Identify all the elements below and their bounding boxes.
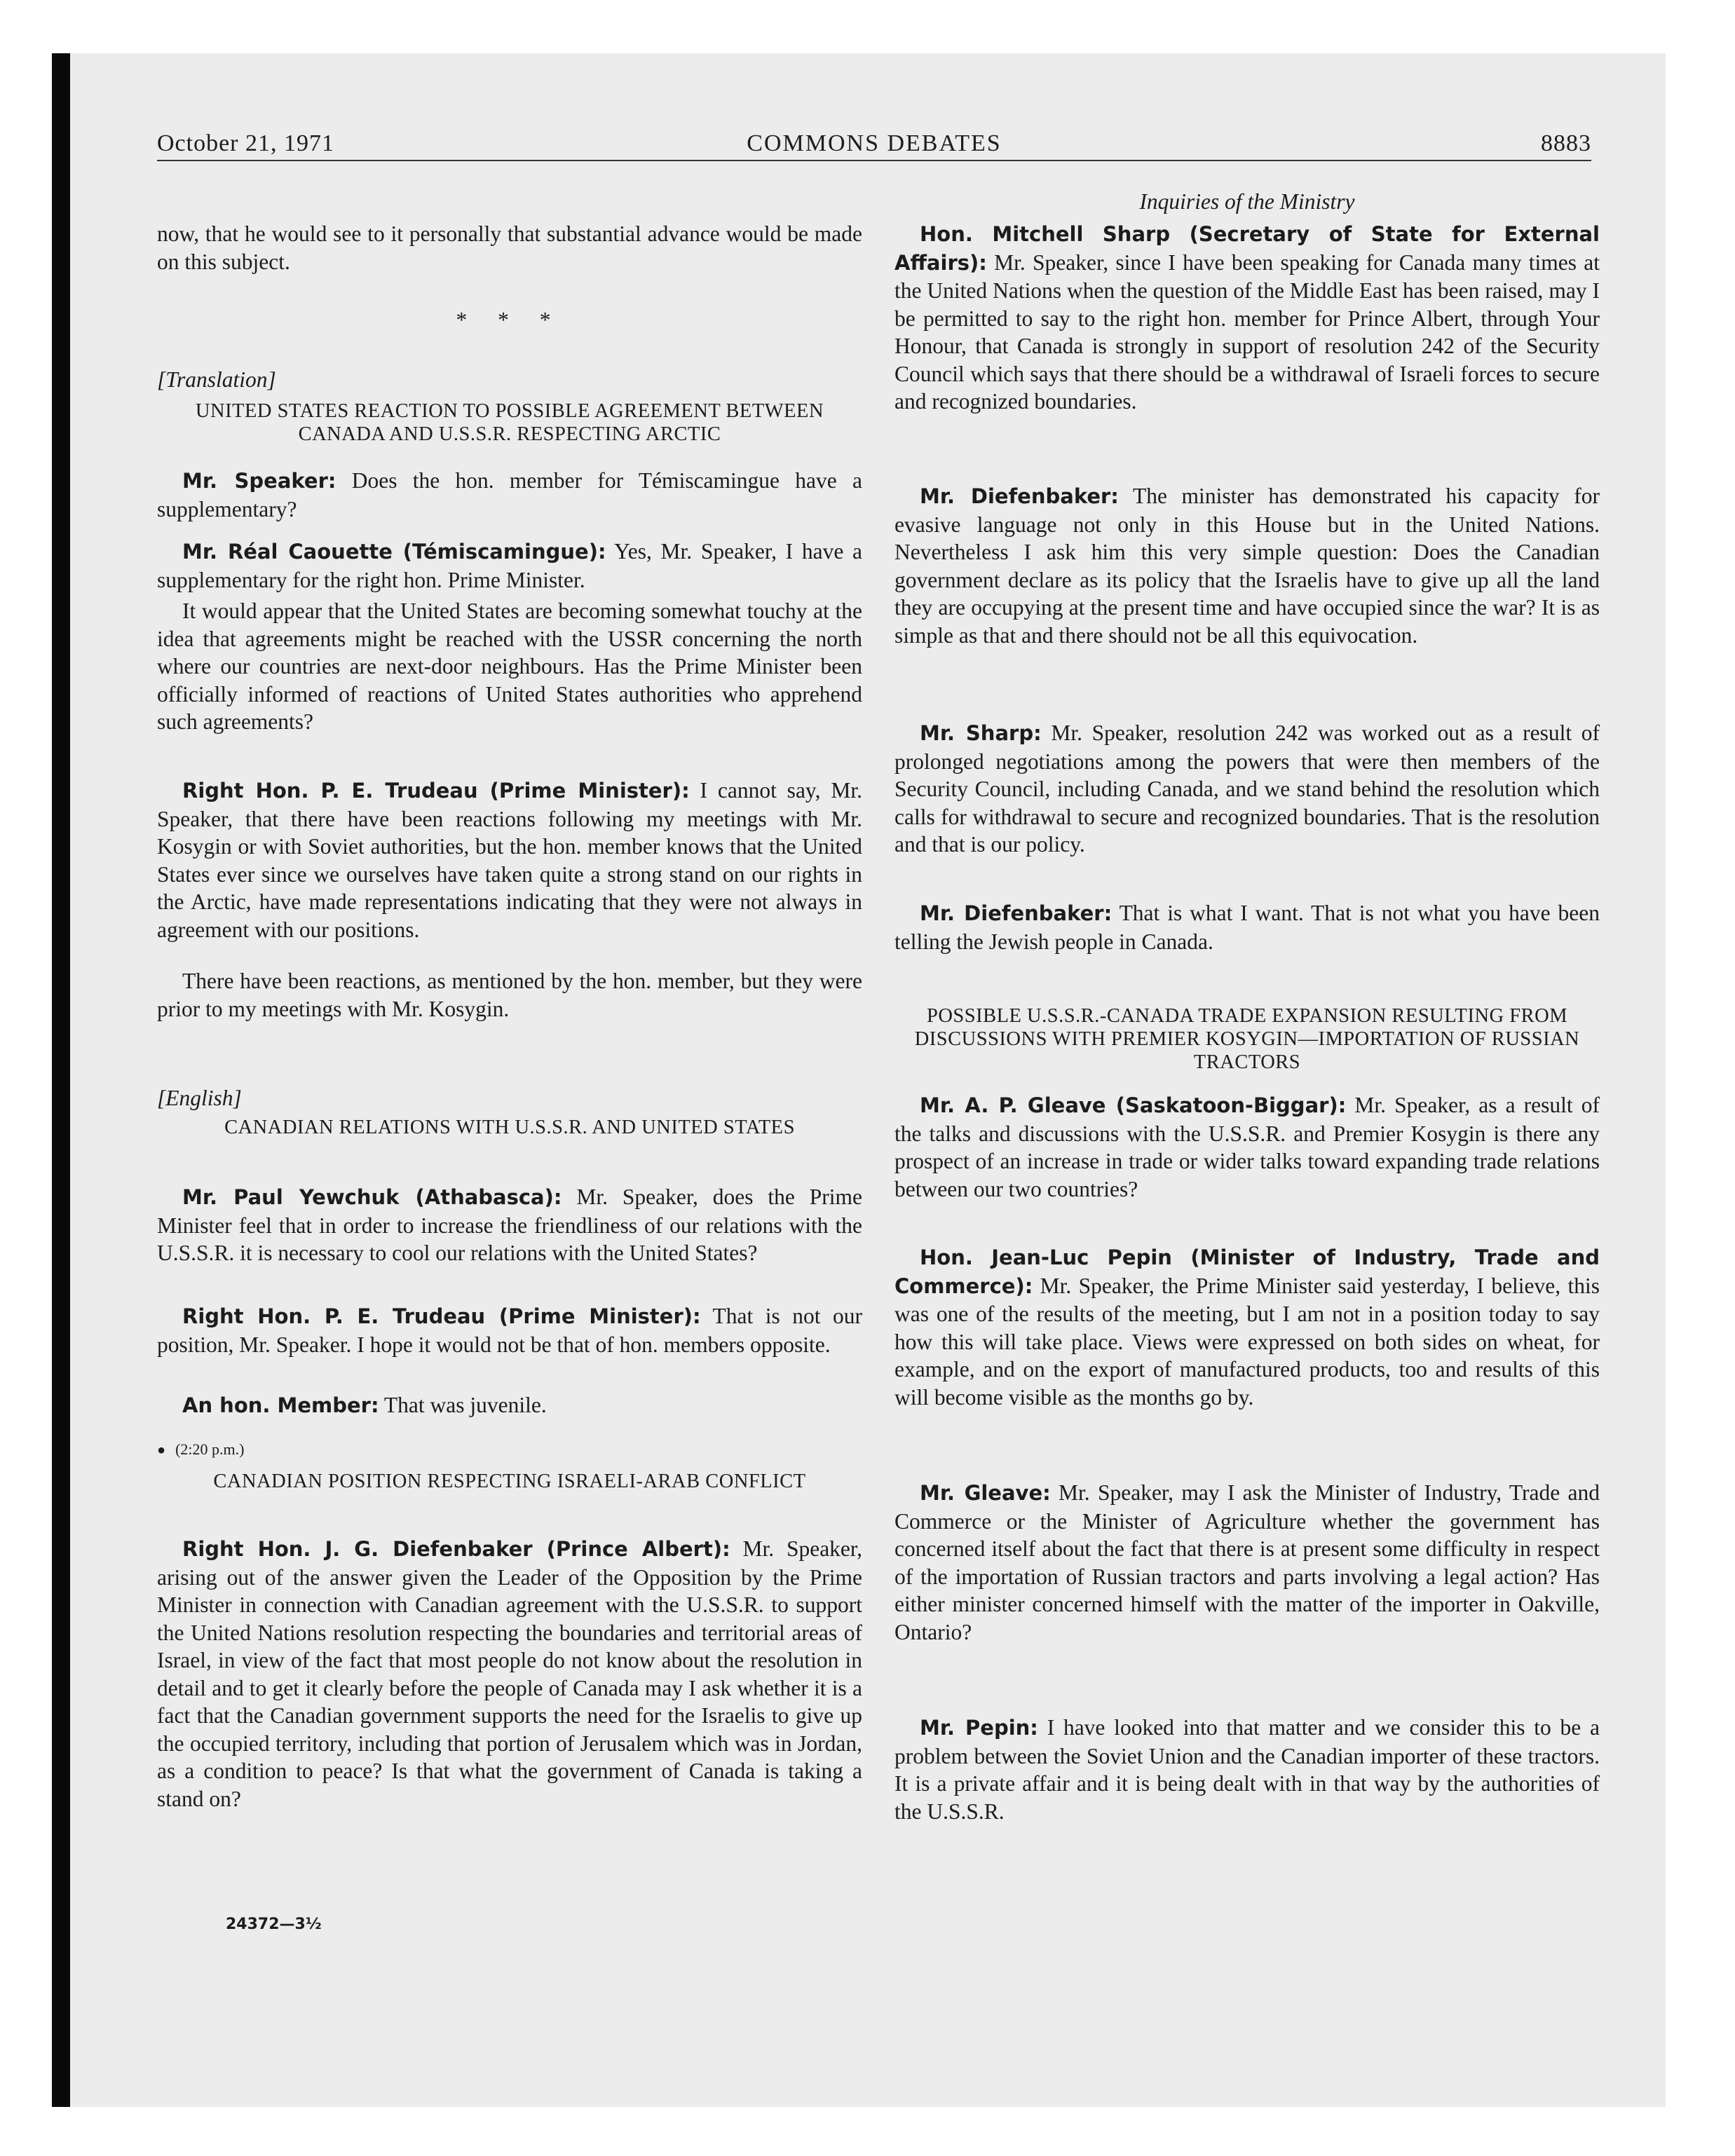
speech: [157, 467, 862, 523]
speech-text: Mr. Speaker, may I ask the Minister of Industry, Trade and Commerce or the Minister of Agriculture whether the government has concerned itself about the fact that there is at present some difficulty in respect of the importation of Russian tractors and parts involving a legal action? Has either minister concerned himself with the matter of the importer in Oakville, Ontario?: [894, 1480, 1600, 1644]
section-heading: UNITED STATES REACTION TO POSSIBLE AGREEMENT BETWEEN CANADA AND U.S.S.R. RESPECTING ARCTIC: [195, 400, 824, 445]
speaker-name: Mr. Réal Caouette (Témiscamingue):: [182, 540, 606, 564]
footnote-code: 24372—3½: [226, 1916, 322, 1933]
speech: [157, 777, 862, 943]
page-subheading: Inquiries of the Ministry: [1139, 189, 1355, 214]
speaker-name: Right Hon. J. G. Diefenbaker (Prince Albert):: [182, 1537, 730, 1561]
speech: [157, 538, 862, 594]
speaker-name: Right Hon. P. E. Trudeau (Prime Minister):: [182, 1304, 701, 1328]
speech-text: Mr. Speaker, does the Prime Minister feel that in order to increase the friendliness of our relations with the U.S.S.R. it is necessary to cool our relations with the United States?: [157, 1185, 862, 1265]
speaker-name: Mr. Diefenbaker:: [920, 484, 1119, 508]
scan-edge: [52, 53, 70, 2107]
speech-text: Mr. Speaker, since I have been speaking for Canada many times at the United Nations when the question of the Middle East has been raised, may I be permitted to say to the right hon. member for Prince Albert, through Your Honour, that Canada is strongly in support of resolution 242 of the Security Council which says that there should be a withdrawal of Israeli forces to secure and recognized boundaries.: [894, 250, 1600, 414]
speech: [894, 220, 1600, 416]
speech-text: Mr. Speaker, arising out of the answer given the Leader of the Opposition by the Prime Minister in connection with Canadian agreement with the U.S.S.R. to support the United Nations resolution respecting the boundaries and territorial areas of Israel, in view of the fact that most people do not know about the resolution in detail and to get it clearly before the people of Canada may I ask whether it is a fact that the Canadian government supports the need for the Israelis to give up the occupied territory, including that portion of Jerusalem which was in Jordan, as a condition to peace? Is that what the government of Canada is taking a stand on?: [157, 1536, 863, 1811]
speaker-name: Mr. Speaker:: [182, 469, 336, 493]
speaker-name: Hon. Mitchell Sharp (Secretary of State for External Affairs):: [894, 222, 1600, 275]
page-header: [157, 132, 1591, 161]
speaker-name: Mr. A. P. Gleave (Saskatoon-Biggar):: [920, 1093, 1347, 1117]
speech: [894, 899, 1600, 955]
bullet-icon: ●: [157, 1442, 166, 1458]
speech: [157, 1535, 862, 1813]
speech-text: Mr. Speaker, the Prime Minister said yesterday, I believe, this was one of the results of the meeting, but I am not in a position today to say how this will take place. Views were expressed on both sides on wheat, for example, and on the export of manufactured products, too and results of this will become visible as the months go by.: [894, 1273, 1600, 1410]
speech: [894, 1479, 1600, 1646]
speech-text: Mr. Speaker, resolution 242 was worked out as a result of prolonged negotiations among the powers that were then members of the Security Council, including Canada, and we stand behind the resolution which calls for withdrawal to secure and recognized boundaries. That is the resolution and that is our policy.: [894, 721, 1600, 857]
speech-text: That is what I want. That is not what you have been telling the Jewish people in Canada.: [894, 901, 1600, 954]
language-marker: [Translation]: [157, 367, 276, 392]
speech: [894, 1243, 1600, 1411]
speaker-name: Mr. Sharp:: [920, 721, 1042, 745]
speech-text: That was juvenile.: [383, 1393, 547, 1417]
header-page-number: 8883: [1541, 130, 1591, 156]
header-date: October 21, 1971: [157, 130, 335, 156]
speaker-name: Hon. Jean-Luc Pepin (Minister of Industry, Trade and Commerce):: [894, 1246, 1600, 1298]
speech-text: I have looked into that matter and we consider this to be a problem between the Soviet Union and the Canadian importer of these tractors. It is a private affair and it is being dealt with in that way by the authorities of the U.S.S.R.: [894, 1715, 1600, 1824]
speech: [894, 1714, 1600, 1825]
speech: [157, 1391, 862, 1420]
speech: [894, 482, 1600, 649]
language-marker: [English]: [157, 1086, 242, 1110]
speaker-name: Mr. Paul Yewchuk (Athabasca):: [182, 1185, 562, 1209]
speaker-name: An hon. Member:: [182, 1393, 379, 1417]
speech: [894, 1091, 1600, 1203]
speech-text: That is not our position, Mr. Speaker. I hope it would not be that of hon. members opposite.: [157, 1304, 862, 1357]
section-heading: CANADIAN POSITION RESPECTING ISRAELI-ARAB CONFLICT: [213, 1471, 806, 1492]
speech-text: Mr. Speaker, as a result of the talks and discussions with the U.S.S.R. and Premier Kosygin is there any prospect of an increase in trade or wider talks toward expanding trade relations between our two countries?: [894, 1093, 1600, 1201]
time-marker: [157, 1433, 862, 1465]
header-title: COMMONS DEBATES: [747, 130, 1002, 156]
speaker-name: Mr. Pepin:: [920, 1716, 1038, 1740]
paragraph: now, that he would see to it personally that substantial advance would be made on this subject.: [157, 221, 862, 274]
paragraph: It would appear that the United States are becoming somewhat touchy at the idea that agreements might be reached with the USSR concerning the north where our countries are next-door neighbours. Has the Prime Minister been officially informed of reactions of United States authorities who apprehend such agreements?: [157, 599, 862, 734]
speech-text: Does the hon. member for Témiscamingue have a supplementary?: [157, 468, 863, 521]
speech: [157, 1302, 862, 1358]
speech: [157, 1183, 862, 1267]
section-divider: * * *: [456, 308, 564, 332]
timestamp: (2:20 p.m.): [175, 1440, 245, 1458]
speech: [894, 719, 1600, 859]
section-heading: CANADIAN RELATIONS WITH U.S.S.R. AND UNITED STATES: [224, 1117, 795, 1138]
speaker-name: Mr. Diefenbaker:: [920, 901, 1113, 925]
speaker-name: Right Hon. P. E. Trudeau (Prime Minister):: [182, 779, 690, 803]
speech-text: Yes, Mr. Speaker, I have a supplementary for the right hon. Prime Minister.: [157, 539, 862, 592]
section-heading: POSSIBLE U.S.S.R.-CANADA TRADE EXPANSION RESULTING FROM DISCUSSIONS WITH PREMIER KOSYGIN—IMPORTATION OF RUSSIAN TRACTORS: [914, 1005, 1580, 1073]
paragraph: There have been reactions, as mentioned by the hon. member, but they were prior to my meetings with Mr. Kosygin.: [157, 969, 862, 1021]
speaker-name: Mr. Gleave:: [920, 1481, 1051, 1505]
speech-text: I cannot say, Mr. Speaker, that there have been reactions following my meetings with Mr. Kosygin or with Soviet authorities, but the hon. member knows that the United States ever since we ourselves have taken quite a strong stand on our rights in the Arctic, have made representations indicating that they were not always in agreement with our positions.: [157, 778, 862, 942]
speech-text: The minister has demonstrated his capacity for evasive language not only in this House but in the United Nations. Nevertheless I ask him this very simple question: Does the Canadian government declare as its policy that the Israelis have to give up all the land they are occupying at the present time and have occupied since the war? It is as simple as that and there should not be all this equivocation.: [894, 484, 1600, 648]
